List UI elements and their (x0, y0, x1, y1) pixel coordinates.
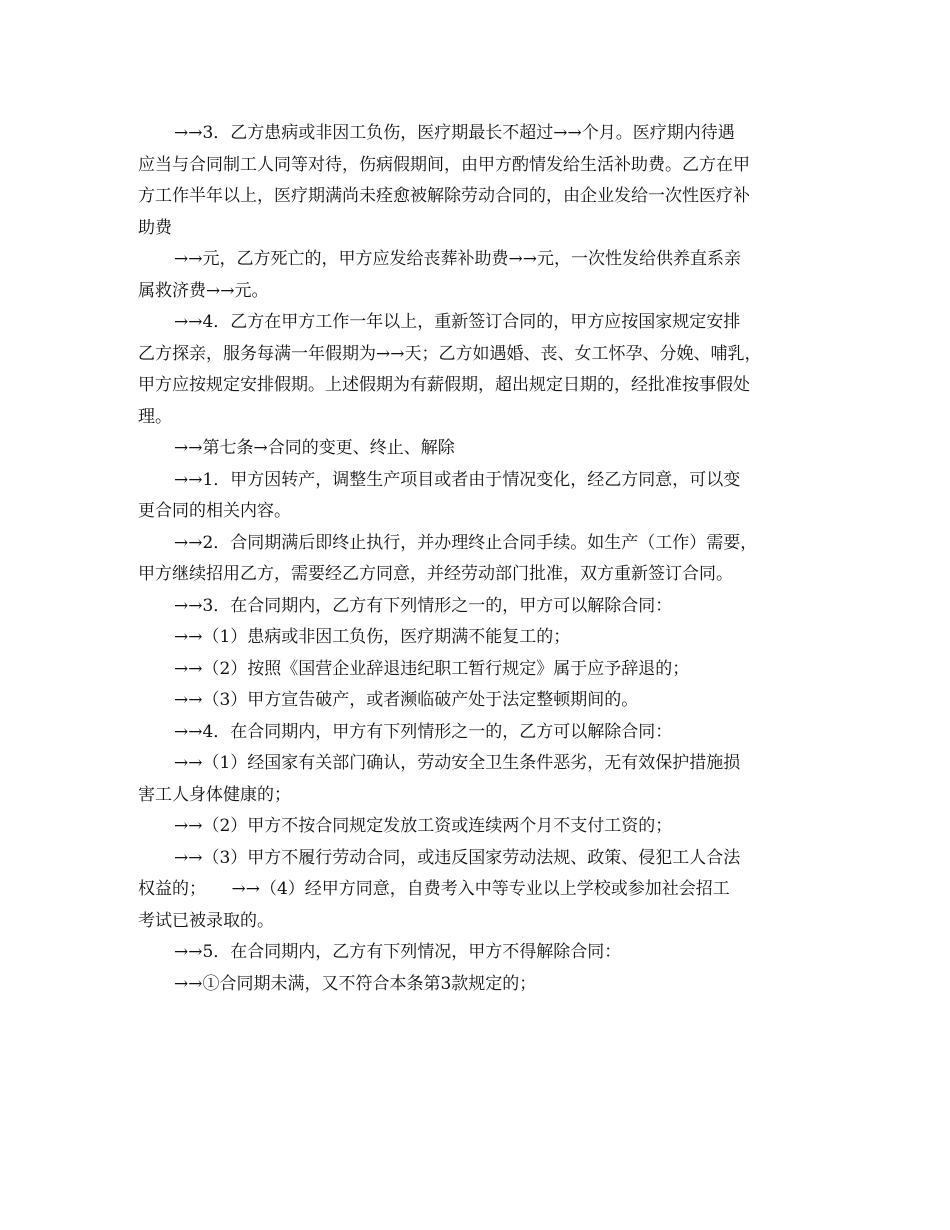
text-line: →→（2）按照《国营企业辞退违纪职工暂行规定》属于应予辞退的； (174, 658, 690, 679)
text-line: →→1．甲方因转产，调整生产项目或者由于情况变化，经乙方同意，可以变 (174, 469, 741, 490)
text-line: 理。 (138, 406, 172, 427)
text-line: →→第七条→合同的变更、终止、解除 (174, 438, 455, 458)
text-line: →→4．乙方在甲方工作一年以上，重新签订合同的，甲方应按国家规定安排 (174, 312, 741, 332)
text-line: →→元，乙方死亡的，甲方应发给丧葬补助费→→元，一次性发给供养直系亲 (174, 249, 741, 269)
text-line: →→（1）患病或非因工负伤，医疗期满不能复工的； (174, 627, 571, 647)
text-line: 助费 (138, 217, 172, 238)
text-line: →→（1）经国家有关部门确认，劳动安全卫生条件恶劣，无有效保护措施损 (174, 753, 741, 773)
text-line: →→3．在合同期内，乙方有下列情形之一的，甲方可以解除合同： (174, 595, 673, 616)
text-line: →→2．合同期满后即终止执行，并办理终止合同手续。如生产（工作）需要， (174, 532, 758, 553)
text-line: 害工人身体健康的； (138, 784, 291, 805)
text-line: →→①合同期未满，又不符合本条第3款规定的； (174, 973, 537, 994)
text-line: →→5．在合同期内，乙方有下列情况，甲方不得解除合同： (174, 942, 622, 962)
text-line: 甲方继续招用乙方，需要经乙方同意，并经劳动部门批准，双方重新签订合同。 (138, 564, 733, 584)
text-line: 甲方应按规定安排假期。上述假期为有薪假期，超出规定日期的，经批准按事假处 (138, 375, 750, 395)
document-body (138, 118, 818, 1000)
text-line: 属救济费→→元。 (138, 280, 269, 301)
text-line: →→（3）甲方宣告破产，或者濒临破产处于法定整顿期间的。 (174, 690, 639, 710)
text-line: 权益的； →→（4）经甲方同意，自费考入中等专业以上学校或参加社会招工 (138, 879, 730, 899)
text-line: 乙方探亲，服务每满一年假期为→→天；乙方如遇婚、丧、女工怀孕、分娩、哺乳， (138, 343, 762, 364)
text-line: 更合同的相关内容。 (138, 501, 291, 521)
text-line: 应当与合同制工人同等对待，伤病假期间，由甲方酌情发给生活补助费。乙方在甲 (138, 154, 750, 175)
text-line: →→3．乙方患病或非因工负伤，医疗期最长不超过→→个月。医疗期内待遇 (174, 123, 735, 143)
text-line: 方工作半年以上，医疗期满尚未痊愈被解除劳动合同的，由企业发给一次性医疗补 (138, 186, 750, 206)
text-line: →→4．在合同期内，甲方有下列情形之一的，乙方可以解除合同： (174, 721, 673, 742)
text-line: →→（2）甲方不按合同规定发放工资或连续两个月不支付工资的； (174, 816, 673, 836)
text-line: →→（3）甲方不履行劳动合同，或违反国家劳动法规、政策、侵犯工人合法 (174, 847, 741, 868)
text-line: 考试已被录取的。 (138, 910, 274, 931)
